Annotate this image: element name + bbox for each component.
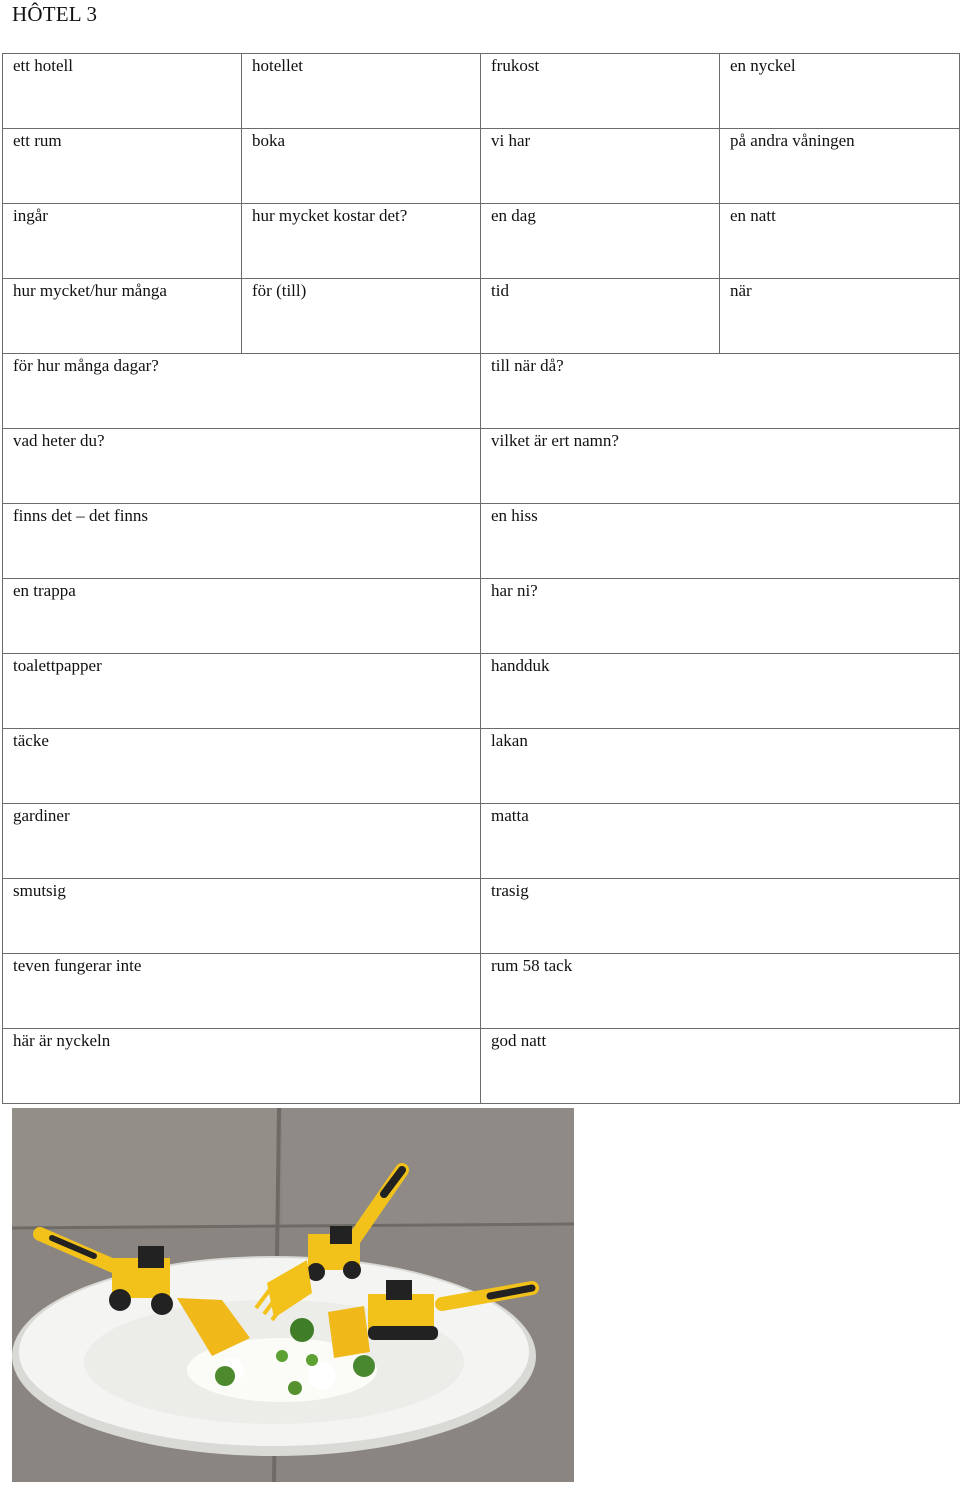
table-cell: hur mycket kostar det? [242,204,481,279]
table-row [3,579,960,654]
table-row [3,429,960,504]
table-cell: boka [242,129,481,204]
table-row [3,354,960,429]
table-cell: för hur många dagar? [3,354,481,429]
table-cell: frukost [481,54,720,129]
table-cell: handduk [481,654,960,729]
table-cell: tid [481,279,720,354]
table-cell: täcke [3,729,481,804]
table-row [3,879,960,954]
table-cell: en hiss [481,504,960,579]
table-row [3,654,960,729]
table-cell: ett rum [3,129,242,204]
table-cell: matta [481,804,960,879]
table-cell: här är nyckeln [3,1029,481,1104]
table-cell: hur mycket/hur många [3,279,242,354]
table-row [3,54,960,129]
table-cell: för (till) [242,279,481,354]
table-cell: vad heter du? [3,429,481,504]
table-row [3,129,960,204]
table-cell: gardiner [3,804,481,879]
vocabulary-table [2,53,960,1104]
table-cell: trasig [481,879,960,954]
table-row [3,504,960,579]
table-cell: toalettpapper [3,654,481,729]
table-cell: rum 58 tack [481,954,960,1029]
table-cell: lakan [481,729,960,804]
table-cell: god natt [481,1029,960,1104]
table-cell: teven fungerar inte [3,954,481,1029]
table-cell: ett hotell [3,54,242,129]
table-row [3,729,960,804]
photo-toy-cutlery-plate [12,1108,574,1482]
table-row [3,954,960,1029]
table-cell: en dag [481,204,720,279]
table-cell: en natt [720,204,960,279]
table-cell: hotellet [242,54,481,129]
table-cell: när [720,279,960,354]
table-cell: smutsig [3,879,481,954]
table-cell: en nyckel [720,54,960,129]
table-cell: finns det – det finns [3,504,481,579]
table-row [3,1029,960,1104]
table-cell: vi har [481,129,720,204]
table-row [3,204,960,279]
table-cell: vilket är ert namn? [481,429,960,504]
photo-illustration [12,1108,574,1482]
table-cell: till när då? [481,354,960,429]
page-title: HÔTEL 3 [12,2,98,26]
table-cell: på andra våningen [720,129,960,204]
table-cell: en trappa [3,579,481,654]
table-row [3,279,960,354]
table-cell: ingår [3,204,242,279]
table-row [3,804,960,879]
table-cell: har ni? [481,579,960,654]
